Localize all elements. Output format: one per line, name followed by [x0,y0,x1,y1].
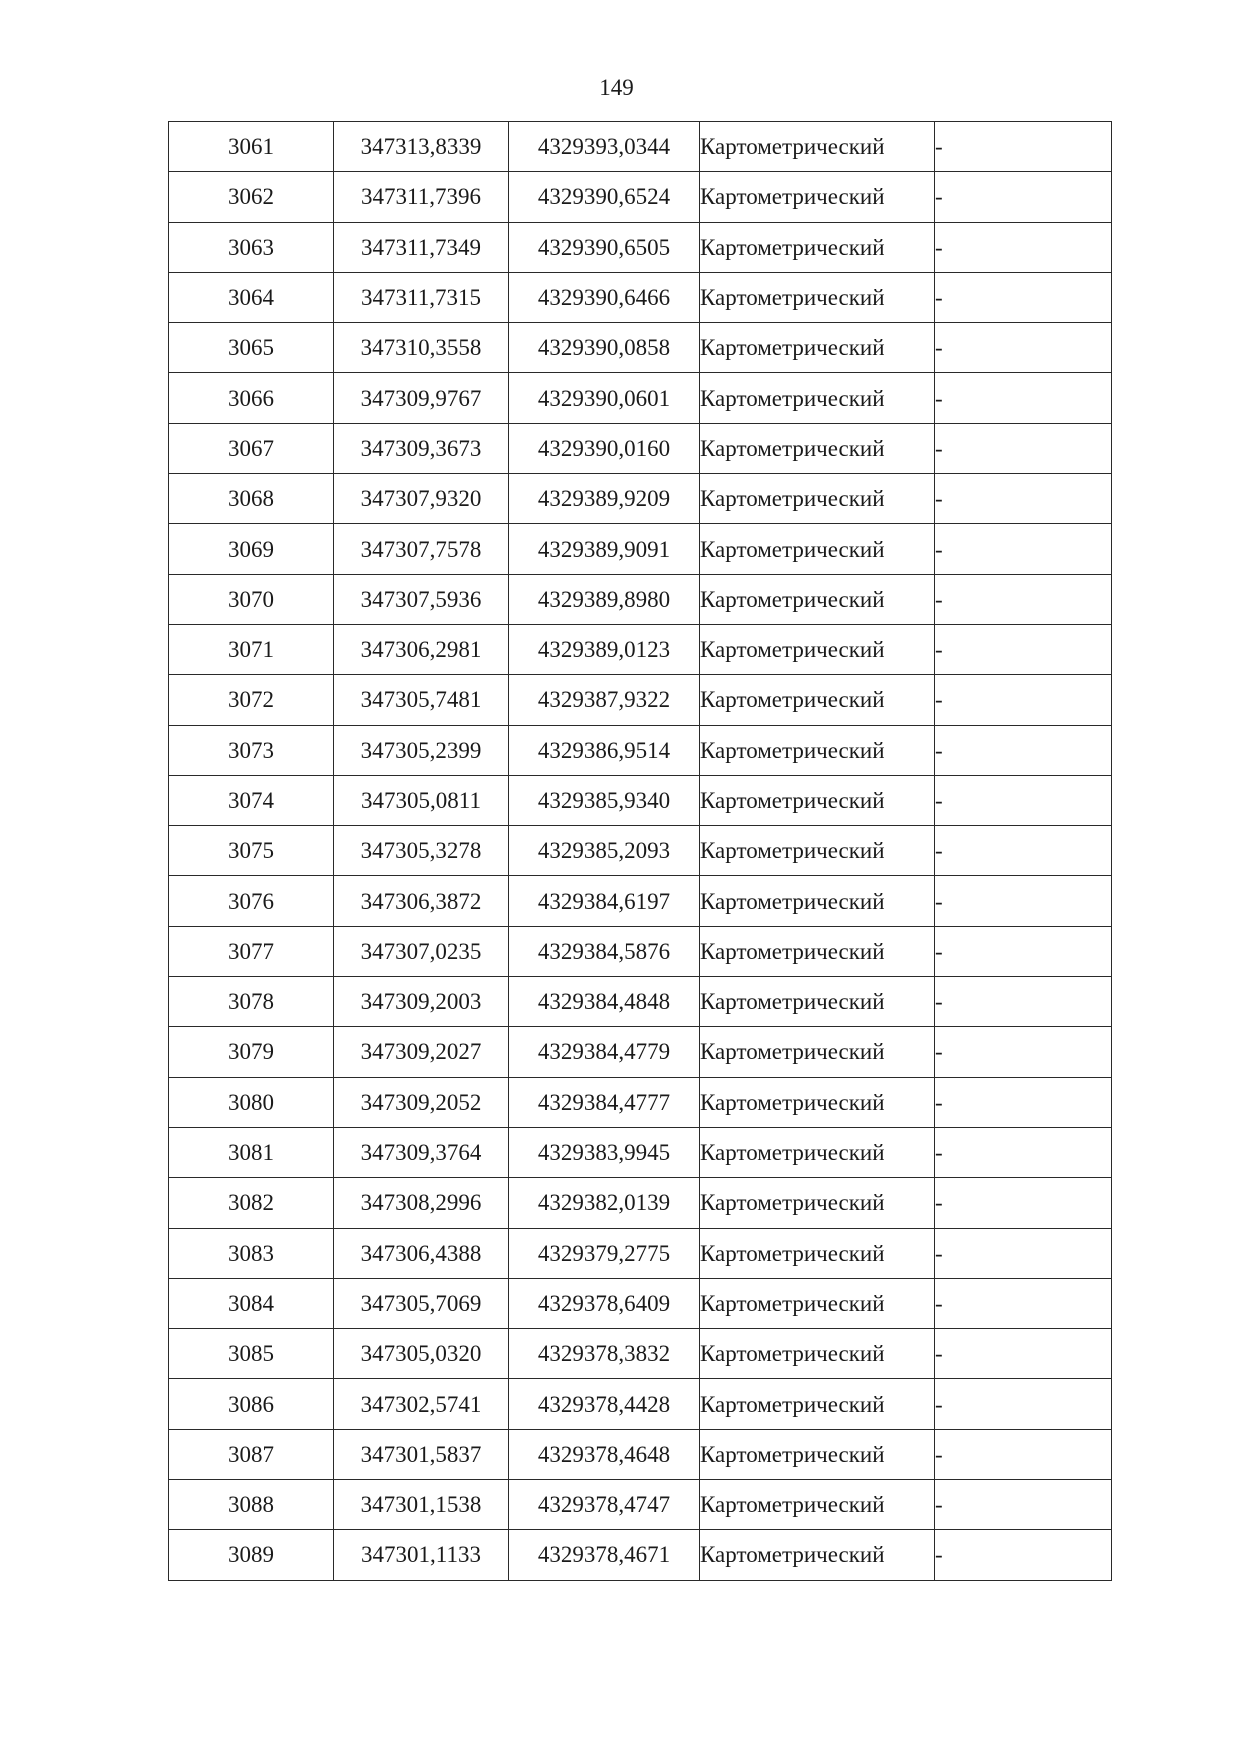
extra-cell: - [935,675,1112,725]
x-coordinate-cell: 347311,7315 [334,272,509,322]
x-coordinate-cell: 347306,2981 [334,624,509,674]
table-row [169,876,1112,926]
y-coordinate-cell: 4329378,4747 [509,1480,700,1530]
point-number-cell: 3075 [169,826,334,876]
table-row [169,574,1112,624]
point-number-cell: 3082 [169,1178,334,1228]
y-coordinate-cell: 4329389,9091 [509,524,700,574]
x-coordinate-cell: 347305,3278 [334,826,509,876]
point-number-cell: 3061 [169,122,334,172]
extra-cell: - [935,574,1112,624]
x-coordinate-cell: 347307,9320 [334,474,509,524]
method-cell: Картометрический [700,725,935,775]
point-number-cell: 3070 [169,574,334,624]
y-coordinate-cell: 4329390,0601 [509,373,700,423]
point-number-cell: 3079 [169,1027,334,1077]
method-cell: Картометрический [700,926,935,976]
x-coordinate-cell: 347309,2052 [334,1077,509,1127]
extra-cell: - [935,1228,1112,1278]
point-number-cell: 3089 [169,1530,334,1580]
x-coordinate-cell: 347308,2996 [334,1178,509,1228]
x-coordinate-cell: 347305,2399 [334,725,509,775]
y-coordinate-cell: 4329378,4428 [509,1379,700,1429]
y-coordinate-cell: 4329386,9514 [509,725,700,775]
x-coordinate-cell: 347305,0320 [334,1329,509,1379]
point-number-cell: 3085 [169,1329,334,1379]
extra-cell: - [935,876,1112,926]
method-cell: Картометрический [700,876,935,926]
table-row [169,775,1112,825]
table-row [169,675,1112,725]
x-coordinate-cell: 347313,8339 [334,122,509,172]
method-cell: Картометрический [700,574,935,624]
table-row [169,826,1112,876]
extra-cell: - [935,1379,1112,1429]
extra-cell: - [935,725,1112,775]
method-cell: Картометрический [700,624,935,674]
point-number-cell: 3078 [169,977,334,1027]
table-row [169,725,1112,775]
method-cell: Картометрический [700,1530,935,1580]
extra-cell: - [935,323,1112,373]
y-coordinate-cell: 4329378,4648 [509,1429,700,1479]
x-coordinate-cell: 347307,0235 [334,926,509,976]
extra-cell: - [935,172,1112,222]
extra-cell: - [935,474,1112,524]
extra-cell: - [935,272,1112,322]
method-cell: Картометрический [700,272,935,322]
point-number-cell: 3077 [169,926,334,976]
table-row [169,1379,1112,1429]
point-number-cell: 3064 [169,272,334,322]
y-coordinate-cell: 4329378,4671 [509,1530,700,1580]
y-coordinate-cell: 4329390,0858 [509,323,700,373]
table-row [169,624,1112,674]
point-number-cell: 3067 [169,423,334,473]
x-coordinate-cell: 347305,7069 [334,1278,509,1328]
extra-cell: - [935,122,1112,172]
extra-cell: - [935,373,1112,423]
method-cell: Картометрический [700,474,935,524]
table-row [169,1329,1112,1379]
extra-cell: - [935,1480,1112,1530]
extra-cell: - [935,1429,1112,1479]
method-cell: Картометрический [700,423,935,473]
point-number-cell: 3083 [169,1228,334,1278]
point-number-cell: 3074 [169,775,334,825]
y-coordinate-cell: 4329379,2775 [509,1228,700,1278]
method-cell: Картометрический [700,172,935,222]
method-cell: Картометрический [700,1429,935,1479]
extra-cell: - [935,926,1112,976]
method-cell: Картометрический [700,1127,935,1177]
x-coordinate-cell: 347309,3673 [334,423,509,473]
method-cell: Картометрический [700,977,935,1027]
table-row [169,1480,1112,1530]
table-row [169,373,1112,423]
x-coordinate-cell: 347309,9767 [334,373,509,423]
method-cell: Картометрический [700,1329,935,1379]
coordinates-table-body [169,122,1112,1581]
x-coordinate-cell: 347309,2027 [334,1027,509,1077]
point-number-cell: 3088 [169,1480,334,1530]
point-number-cell: 3076 [169,876,334,926]
point-number-cell: 3084 [169,1278,334,1328]
extra-cell: - [935,826,1112,876]
y-coordinate-cell: 4329384,6197 [509,876,700,926]
x-coordinate-cell: 347301,1133 [334,1530,509,1580]
extra-cell: - [935,1178,1112,1228]
y-coordinate-cell: 4329384,4777 [509,1077,700,1127]
method-cell: Картометрический [700,222,935,272]
method-cell: Картометрический [700,675,935,725]
method-cell: Картометрический [700,122,935,172]
point-number-cell: 3086 [169,1379,334,1429]
y-coordinate-cell: 4329390,0160 [509,423,700,473]
extra-cell: - [935,1329,1112,1379]
table-row [169,323,1112,373]
y-coordinate-cell: 4329384,4779 [509,1027,700,1077]
method-cell: Картометрический [700,323,935,373]
y-coordinate-cell: 4329385,9340 [509,775,700,825]
extra-cell: - [935,1278,1112,1328]
extra-cell: - [935,524,1112,574]
method-cell: Картометрический [700,775,935,825]
x-coordinate-cell: 347309,3764 [334,1127,509,1177]
method-cell: Картометрический [700,1278,935,1328]
x-coordinate-cell: 347302,5741 [334,1379,509,1429]
point-number-cell: 3073 [169,725,334,775]
table-row [169,423,1112,473]
y-coordinate-cell: 4329389,9209 [509,474,700,524]
table-row [169,1027,1112,1077]
method-cell: Картометрический [700,1379,935,1429]
point-number-cell: 3087 [169,1429,334,1479]
table-row [169,1530,1112,1580]
x-coordinate-cell: 347307,5936 [334,574,509,624]
method-cell: Картометрический [700,1228,935,1278]
method-cell: Картометрический [700,1077,935,1127]
point-number-cell: 3066 [169,373,334,423]
extra-cell: - [935,1027,1112,1077]
y-coordinate-cell: 4329390,6524 [509,172,700,222]
table-row [169,1178,1112,1228]
y-coordinate-cell: 4329385,2093 [509,826,700,876]
method-cell: Картометрический [700,373,935,423]
method-cell: Картометрический [700,1178,935,1228]
point-number-cell: 3080 [169,1077,334,1127]
x-coordinate-cell: 347301,1538 [334,1480,509,1530]
y-coordinate-cell: 4329378,6409 [509,1278,700,1328]
y-coordinate-cell: 4329390,6505 [509,222,700,272]
x-coordinate-cell: 347307,7578 [334,524,509,574]
extra-cell: - [935,1530,1112,1580]
point-number-cell: 3069 [169,524,334,574]
table-row [169,1429,1112,1479]
table-row [169,1077,1112,1127]
y-coordinate-cell: 4329393,0344 [509,122,700,172]
table-row [169,222,1112,272]
x-coordinate-cell: 347310,3558 [334,323,509,373]
point-number-cell: 3071 [169,624,334,674]
point-number-cell: 3063 [169,222,334,272]
point-number-cell: 3081 [169,1127,334,1177]
y-coordinate-cell: 4329389,0123 [509,624,700,674]
y-coordinate-cell: 4329389,8980 [509,574,700,624]
extra-cell: - [935,1127,1112,1177]
y-coordinate-cell: 4329384,4848 [509,977,700,1027]
extra-cell: - [935,775,1112,825]
method-cell: Картометрический [700,1480,935,1530]
table-row [169,272,1112,322]
extra-cell: - [935,624,1112,674]
x-coordinate-cell: 347305,7481 [334,675,509,725]
y-coordinate-cell: 4329384,5876 [509,926,700,976]
point-number-cell: 3062 [169,172,334,222]
extra-cell: - [935,977,1112,1027]
table-row [169,474,1112,524]
y-coordinate-cell: 4329390,6466 [509,272,700,322]
point-number-cell: 3072 [169,675,334,725]
table-row [169,524,1112,574]
y-coordinate-cell: 4329383,9945 [509,1127,700,1177]
x-coordinate-cell: 347311,7349 [334,222,509,272]
x-coordinate-cell: 347306,4388 [334,1228,509,1278]
table-row [169,1278,1112,1328]
point-number-cell: 3065 [169,323,334,373]
x-coordinate-cell: 347311,7396 [334,172,509,222]
x-coordinate-cell: 347309,2003 [334,977,509,1027]
method-cell: Картометрический [700,1027,935,1077]
point-number-cell: 3068 [169,474,334,524]
method-cell: Картометрический [700,524,935,574]
coordinates-table [168,121,1112,1581]
x-coordinate-cell: 347301,5837 [334,1429,509,1479]
x-coordinate-cell: 347305,0811 [334,775,509,825]
y-coordinate-cell: 4329387,9322 [509,675,700,725]
table-row [169,172,1112,222]
table-row [169,977,1112,1027]
method-cell: Картометрический [700,826,935,876]
y-coordinate-cell: 4329378,3832 [509,1329,700,1379]
y-coordinate-cell: 4329382,0139 [509,1178,700,1228]
x-coordinate-cell: 347306,3872 [334,876,509,926]
table-row [169,926,1112,976]
table-row [169,122,1112,172]
page-number: 149 [599,75,634,100]
extra-cell: - [935,423,1112,473]
extra-cell: - [935,1077,1112,1127]
table-row [169,1228,1112,1278]
table-row [169,1127,1112,1177]
extra-cell: - [935,222,1112,272]
